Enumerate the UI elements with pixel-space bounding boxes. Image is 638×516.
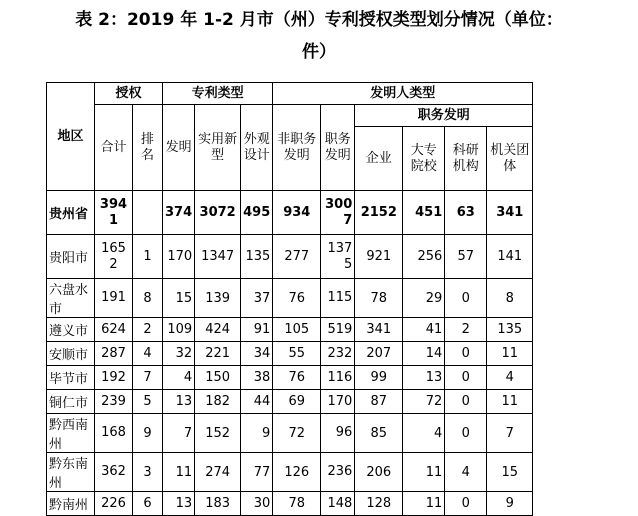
- cell-invention: 13: [163, 390, 195, 414]
- cell-rank: 8: [133, 279, 163, 318]
- cell-rank: 4: [133, 342, 163, 366]
- header-row-1: [47, 83, 533, 105]
- cell-invention: 109: [163, 318, 195, 342]
- cell-enterprise: 207: [355, 342, 403, 366]
- cell-service: 170: [321, 390, 355, 414]
- header-design: 外观设计: [241, 105, 273, 191]
- cell-enterprise: 87: [355, 390, 403, 414]
- cell-design: 38: [241, 366, 273, 390]
- cell-research: 0: [445, 390, 487, 414]
- cell-design: 44: [241, 390, 273, 414]
- cell-invention: 170: [163, 235, 195, 279]
- cell-region: 毕节市: [47, 366, 95, 390]
- cell-service: 519: [321, 318, 355, 342]
- cell-service: 96: [321, 414, 355, 453]
- cell-design: 495: [241, 191, 273, 235]
- cell-agency: 135: [487, 318, 533, 342]
- cell-utility: 152: [195, 414, 241, 453]
- header-row-2: [47, 105, 533, 127]
- cell-research: 0: [445, 366, 487, 390]
- table-row: [47, 366, 533, 390]
- cell-service: 115: [321, 279, 355, 318]
- cell-total: 191: [95, 279, 133, 318]
- cell-agency: 9: [487, 492, 533, 516]
- header-non-service: 非职务发明: [273, 105, 321, 191]
- cell-rank: 3: [133, 453, 163, 492]
- cell-service: 3007: [321, 191, 355, 235]
- cell-service: 232: [321, 342, 355, 366]
- cell-university: 41: [403, 318, 445, 342]
- cell-design: 37: [241, 279, 273, 318]
- cell-region: 贵州省: [47, 191, 95, 235]
- cell-enterprise: 78: [355, 279, 403, 318]
- cell-enterprise: 921: [355, 235, 403, 279]
- table-row: [47, 342, 533, 366]
- cell-region: 黔东南州: [47, 453, 95, 492]
- cell-non-service: 76: [273, 366, 321, 390]
- cell-non-service: 55: [273, 342, 321, 366]
- cell-design: 30: [241, 492, 273, 516]
- cell-utility: 221: [195, 342, 241, 366]
- cell-rank: 9: [133, 414, 163, 453]
- table-body: [47, 191, 533, 516]
- cell-total: 624: [95, 318, 133, 342]
- cell-rank: 2: [133, 318, 163, 342]
- cell-non-service: 277: [273, 235, 321, 279]
- cell-total: 226: [95, 492, 133, 516]
- header-rank: 排名: [133, 105, 163, 191]
- cell-enterprise: 341: [355, 318, 403, 342]
- cell-rank: 6: [133, 492, 163, 516]
- cell-utility: 424: [195, 318, 241, 342]
- cell-region: 遵义市: [47, 318, 95, 342]
- cell-utility: 183: [195, 492, 241, 516]
- cell-research: 4: [445, 453, 487, 492]
- header-university: 大专院校: [403, 127, 445, 191]
- cell-university: 72: [403, 390, 445, 414]
- cell-utility: 139: [195, 279, 241, 318]
- cell-utility: 182: [195, 390, 241, 414]
- header-service: 职务发明: [321, 105, 355, 191]
- cell-agency: 4: [487, 366, 533, 390]
- cell-research: 0: [445, 342, 487, 366]
- cell-enterprise: 128: [355, 492, 403, 516]
- cell-research: 2: [445, 318, 487, 342]
- cell-invention: 32: [163, 342, 195, 366]
- cell-service: 116: [321, 366, 355, 390]
- cell-design: 77: [241, 453, 273, 492]
- table-title-line1: 表 2：2019 年 1-2 月市（州）专利授权类型划分情况（单位：: [75, 10, 563, 30]
- cell-agency: 11: [487, 390, 533, 414]
- cell-agency: 7: [487, 414, 533, 453]
- cell-non-service: 78: [273, 492, 321, 516]
- header-invention: 发明: [163, 105, 195, 191]
- header-grant: 授权: [95, 83, 163, 105]
- patent-table: [46, 82, 533, 516]
- cell-region: 铜仁市: [47, 390, 95, 414]
- cell-agency: 341: [487, 191, 533, 235]
- header-inventor-type: 发明人类型: [273, 83, 533, 105]
- cell-invention: 7: [163, 414, 195, 453]
- table-row: [47, 318, 533, 342]
- cell-design: 135: [241, 235, 273, 279]
- header-total: 合计: [95, 105, 133, 191]
- cell-agency: 15: [487, 453, 533, 492]
- header-patent-type: 专利类型: [163, 83, 273, 105]
- cell-research: 63: [445, 191, 487, 235]
- cell-research: 0: [445, 414, 487, 453]
- cell-rank: [133, 191, 163, 235]
- cell-enterprise: 85: [355, 414, 403, 453]
- cell-region: 黔南州: [47, 492, 95, 516]
- cell-invention: 15: [163, 279, 195, 318]
- cell-agency: 11: [487, 342, 533, 366]
- cell-total: 168: [95, 414, 133, 453]
- cell-total: 192: [95, 366, 133, 390]
- cell-enterprise: 99: [355, 366, 403, 390]
- cell-utility: 3072: [195, 191, 241, 235]
- cell-university: 451: [403, 191, 445, 235]
- table-row-province: [47, 191, 533, 235]
- header-research: 科研机构: [445, 127, 487, 191]
- table-row: [47, 279, 533, 318]
- cell-university: 11: [403, 492, 445, 516]
- cell-service: 1375: [321, 235, 355, 279]
- cell-university: 29: [403, 279, 445, 318]
- header-utility: 实用新型: [195, 105, 241, 191]
- cell-total: 1652: [95, 235, 133, 279]
- table-title: [0, 4, 638, 68]
- cell-rank: 1: [133, 235, 163, 279]
- cell-service: 148: [321, 492, 355, 516]
- cell-design: 91: [241, 318, 273, 342]
- cell-university: 256: [403, 235, 445, 279]
- cell-utility: 274: [195, 453, 241, 492]
- cell-service: 236: [321, 453, 355, 492]
- cell-rank: 7: [133, 366, 163, 390]
- table-row: [47, 390, 533, 414]
- cell-total: 287: [95, 342, 133, 366]
- cell-region: 六盘水市: [47, 279, 95, 318]
- table-row: [47, 414, 533, 453]
- cell-invention: 4: [163, 366, 195, 390]
- cell-design: 34: [241, 342, 273, 366]
- header-enterprise: 企业: [355, 127, 403, 191]
- cell-invention: 13: [163, 492, 195, 516]
- cell-rank: 5: [133, 390, 163, 414]
- table-row: [47, 492, 533, 516]
- cell-total: 3941: [95, 191, 133, 235]
- cell-total: 239: [95, 390, 133, 414]
- cell-enterprise: 2152: [355, 191, 403, 235]
- cell-non-service: 934: [273, 191, 321, 235]
- header-region: 地区: [47, 83, 95, 191]
- cell-university: 11: [403, 453, 445, 492]
- cell-non-service: 69: [273, 390, 321, 414]
- cell-research: 0: [445, 279, 487, 318]
- table-title-line2: 件）: [302, 42, 336, 62]
- cell-agency: 141: [487, 235, 533, 279]
- cell-non-service: 105: [273, 318, 321, 342]
- cell-design: 9: [241, 414, 273, 453]
- header-agency: 机关团体: [487, 127, 533, 191]
- cell-utility: 1347: [195, 235, 241, 279]
- cell-enterprise: 206: [355, 453, 403, 492]
- cell-non-service: 76: [273, 279, 321, 318]
- cell-university: 4: [403, 414, 445, 453]
- cell-university: 14: [403, 342, 445, 366]
- cell-invention: 11: [163, 453, 195, 492]
- cell-university: 13: [403, 366, 445, 390]
- cell-non-service: 126: [273, 453, 321, 492]
- cell-invention: 374: [163, 191, 195, 235]
- cell-region: 安顺市: [47, 342, 95, 366]
- table-row: [47, 235, 533, 279]
- cell-research: 0: [445, 492, 487, 516]
- cell-region: 黔西南州: [47, 414, 95, 453]
- cell-region: 贵阳市: [47, 235, 95, 279]
- cell-utility: 150: [195, 366, 241, 390]
- cell-total: 362: [95, 453, 133, 492]
- header-service-invention: 职务发明: [355, 105, 533, 127]
- cell-agency: 8: [487, 279, 533, 318]
- cell-non-service: 72: [273, 414, 321, 453]
- cell-research: 57: [445, 235, 487, 279]
